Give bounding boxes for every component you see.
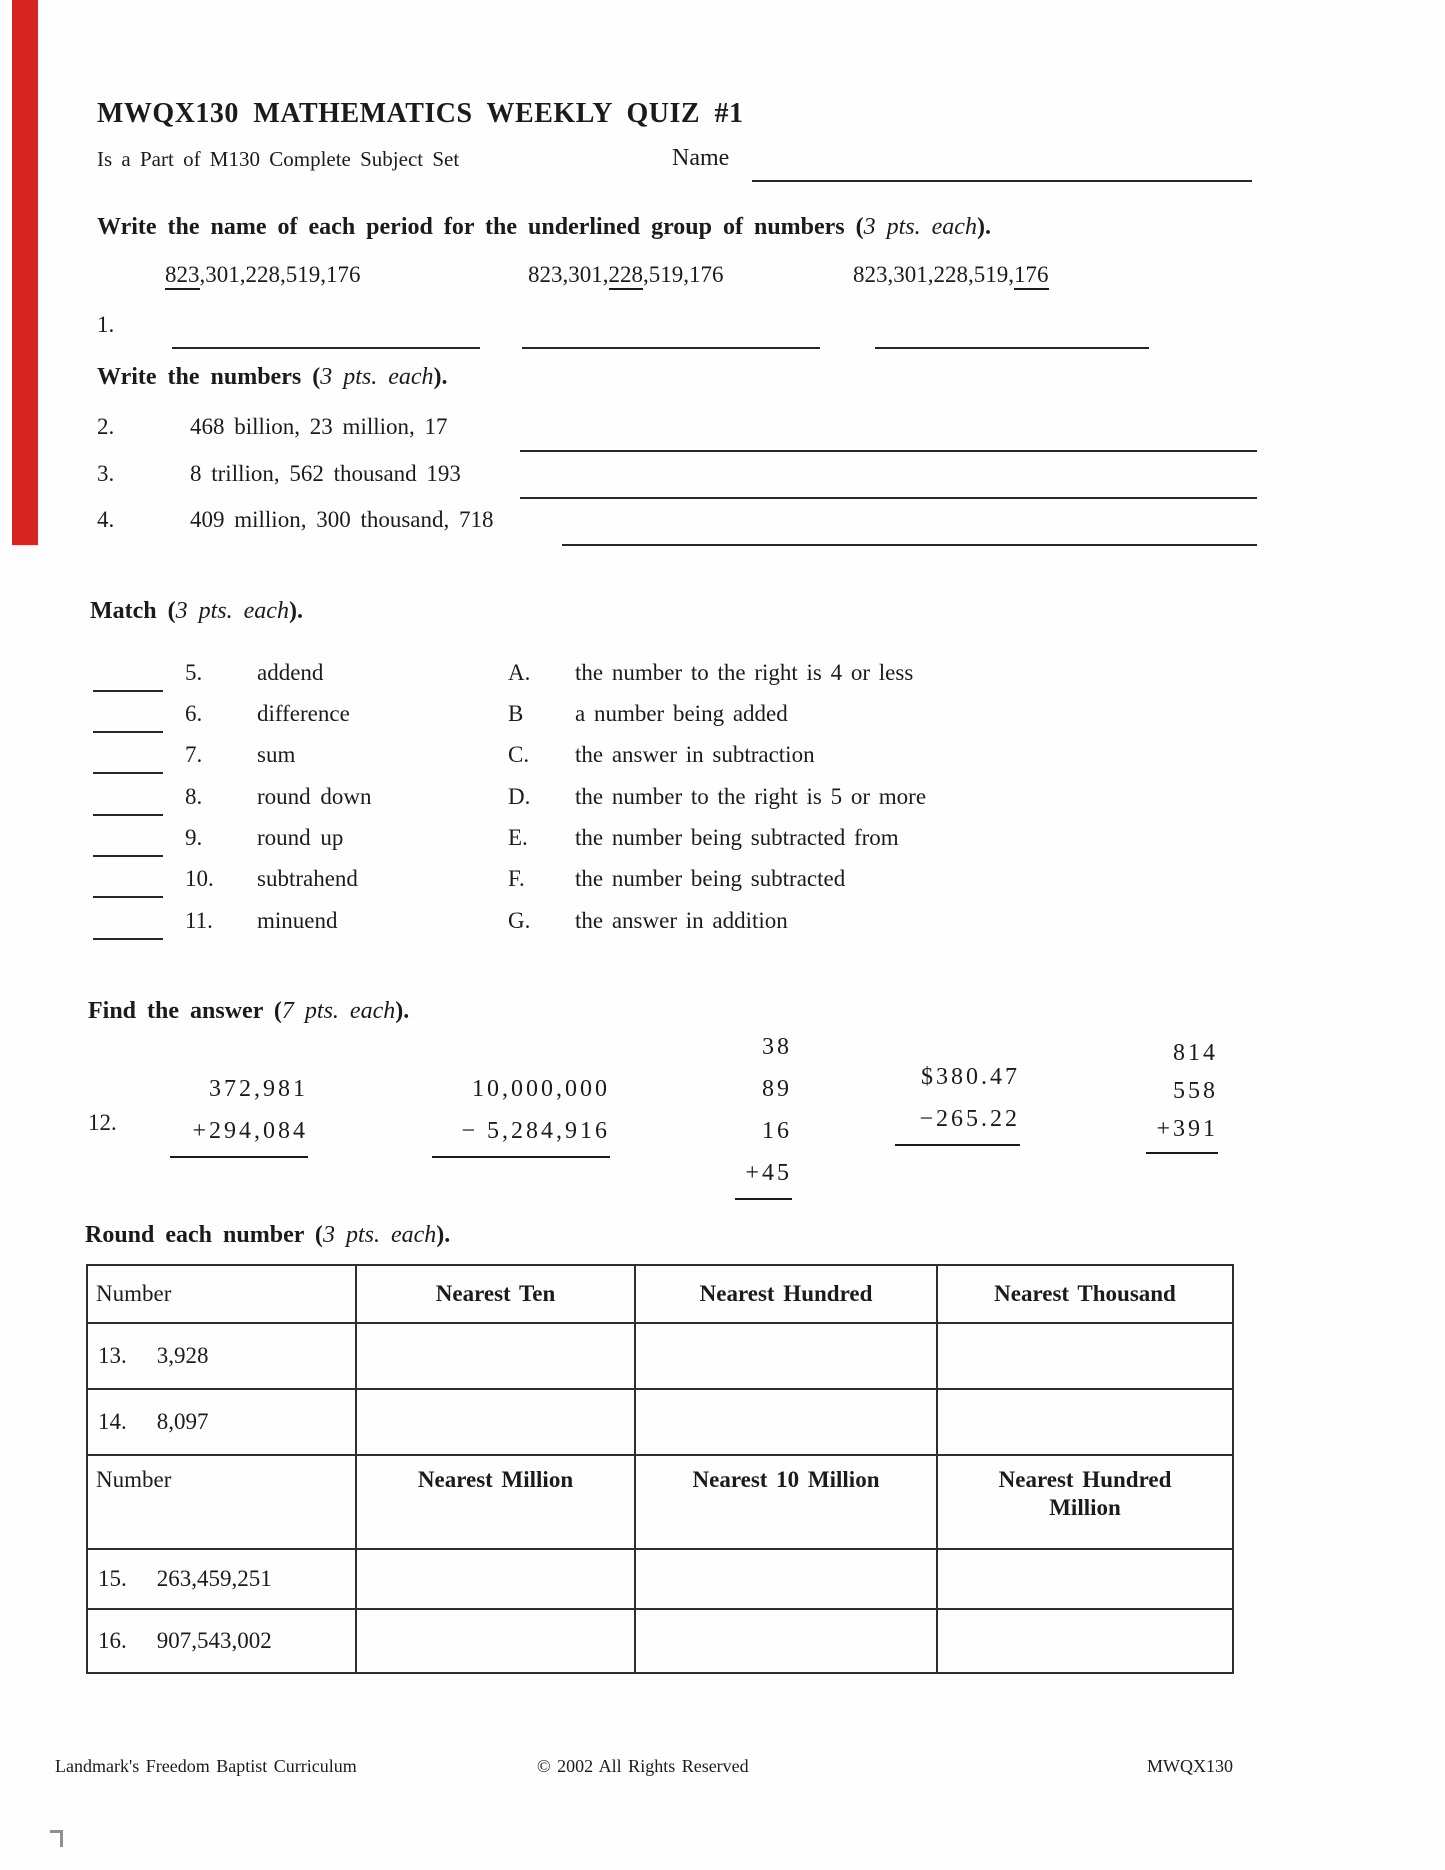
- heading-points: 7 pts. each: [281, 998, 396, 1024]
- table-cell: [87, 1549, 356, 1609]
- match-blank[interactable]: [93, 790, 163, 816]
- table-row: [87, 1389, 1233, 1455]
- option-text: the answer in subtraction: [575, 742, 815, 767]
- option-text: the answer in addition: [575, 908, 788, 933]
- sum-line: [432, 1152, 610, 1158]
- group-text: ,519,176: [643, 262, 724, 287]
- answer-blank[interactable]: [172, 320, 480, 349]
- group-text: ,301,228,519,176: [199, 262, 361, 287]
- heading-points: 3 pts. each: [322, 1222, 437, 1248]
- name-label: Name: [672, 145, 730, 171]
- match-blank[interactable]: [93, 707, 163, 733]
- heading-text: ).: [395, 998, 410, 1024]
- operand: 372,981: [209, 1076, 308, 1102]
- question-number: 3.: [97, 461, 115, 486]
- answer-cell[interactable]: [635, 1549, 937, 1609]
- question-number: 4.: [97, 507, 115, 532]
- match-term: sum: [257, 742, 296, 767]
- answer-blank[interactable]: [522, 320, 820, 349]
- quiz-title: MWQX130 MATHEMATICS WEEKLY QUIZ #1: [97, 98, 744, 129]
- operand: −265.22: [919, 1106, 1020, 1132]
- match-term: difference: [257, 701, 350, 726]
- answer-cell[interactable]: [635, 1323, 937, 1389]
- footer-copyright: © 2002 All Rights Reserved: [537, 1756, 749, 1776]
- round-heading: [85, 1222, 450, 1249]
- number-group-3: [853, 262, 1049, 288]
- match-number: 8.: [185, 784, 203, 809]
- option-letter: E.: [508, 825, 528, 850]
- operand: +294,084: [192, 1118, 308, 1144]
- group-text: 823,301,228,519,: [853, 262, 1014, 287]
- option-letter: D.: [508, 784, 531, 809]
- match-heading: [90, 598, 303, 625]
- option-text: the number being subtracted from: [575, 825, 899, 850]
- operand: 89: [762, 1076, 792, 1102]
- match-number: 11.: [185, 908, 213, 933]
- question-number: 14.: [98, 1409, 127, 1434]
- option-letter: G.: [508, 908, 531, 933]
- question-number: 12.: [88, 1110, 117, 1135]
- option-text: a number being added: [575, 701, 788, 726]
- match-term: addend: [257, 660, 324, 685]
- question-text: 468 billion, 23 million, 17: [190, 414, 448, 439]
- answer-cell[interactable]: [356, 1323, 635, 1389]
- heading-points: 3 pts. each: [320, 364, 434, 390]
- answer-cell[interactable]: [635, 1389, 937, 1455]
- option-letter: B: [508, 701, 524, 726]
- answer-cell[interactable]: [937, 1549, 1233, 1609]
- match-number: 5.: [185, 660, 203, 685]
- subtraction-problem-2: [895, 1056, 1020, 1146]
- table-row: [87, 1609, 1233, 1673]
- sum-line: [735, 1194, 792, 1200]
- quiz-subtitle: Is a Part of M130 Complete Subject Set: [97, 147, 460, 171]
- match-term: minuend: [257, 908, 338, 933]
- operand: 558: [1173, 1078, 1218, 1104]
- periods-heading: [97, 214, 991, 241]
- footer-code: MWQX130: [1147, 1756, 1233, 1776]
- operand: $380.47: [921, 1064, 1020, 1090]
- heading-text: Find the answer (: [88, 998, 282, 1024]
- answer-blank[interactable]: [520, 424, 1257, 452]
- question-number: 16.: [98, 1628, 127, 1653]
- table-header-cell: Nearest Hundred Million: [937, 1455, 1233, 1549]
- heading-text: Round each number (: [85, 1222, 323, 1248]
- match-number: 10.: [185, 866, 214, 891]
- answer-cell[interactable]: [937, 1609, 1233, 1673]
- sum-line: [895, 1140, 1020, 1146]
- heading-text: Write the name of each period for the underlined group of numbers (: [97, 214, 864, 240]
- answer-cell[interactable]: [937, 1323, 1233, 1389]
- heading-text: ).: [436, 1222, 451, 1248]
- write-numbers-heading: [97, 364, 448, 391]
- question-number: 1.: [97, 312, 115, 337]
- number-value: 907,543,002: [156, 1628, 272, 1653]
- sum-line: [1146, 1148, 1218, 1154]
- match-term: round up: [257, 825, 344, 850]
- answer-cell[interactable]: [356, 1549, 635, 1609]
- heading-points: 3 pts. each: [175, 598, 289, 624]
- option-letter: C.: [508, 742, 530, 767]
- heading-text: ).: [288, 598, 303, 624]
- round-table: [86, 1264, 1234, 1674]
- match-number: 9.: [185, 825, 203, 850]
- table-header-cell: Number: [87, 1265, 356, 1323]
- answer-cell[interactable]: [635, 1609, 937, 1673]
- addition-problem-2: [735, 1026, 792, 1200]
- question-number: 13.: [98, 1343, 127, 1368]
- operand: 16: [762, 1118, 792, 1144]
- underlined-period: 228: [609, 262, 644, 290]
- answer-blank[interactable]: [562, 518, 1257, 546]
- heading-text: Write the numbers (: [97, 364, 321, 390]
- table-header-cell: Nearest Thousand: [937, 1265, 1233, 1323]
- sum-line: [170, 1152, 308, 1158]
- table-cell: [87, 1609, 356, 1673]
- option-letter: F.: [508, 866, 525, 891]
- table-header-cell: Nearest Hundred: [635, 1265, 937, 1323]
- table-header-row: [87, 1455, 1233, 1549]
- heading-text: ).: [433, 364, 448, 390]
- operand: +45: [745, 1160, 792, 1186]
- addition-problem-1: [170, 1068, 308, 1158]
- subtraction-problem-1: [432, 1068, 610, 1158]
- option-text: the number to the right is 4 or less: [575, 660, 914, 685]
- match-number: 7.: [185, 742, 203, 767]
- operand: 38: [762, 1034, 792, 1060]
- match-blank[interactable]: [93, 872, 163, 898]
- match-blank[interactable]: [93, 914, 163, 940]
- question-text: 409 million, 300 thousand, 718: [190, 507, 494, 532]
- underlined-period: 823: [165, 262, 200, 290]
- option-text: the number to the right is 5 or more: [575, 784, 927, 809]
- scan-artifact: [50, 1830, 63, 1847]
- answer-blank[interactable]: [520, 471, 1257, 499]
- answer-blank[interactable]: [875, 320, 1149, 349]
- heading-points: 3 pts. each: [863, 214, 977, 240]
- match-term: round down: [257, 784, 372, 809]
- answer-cell[interactable]: [356, 1389, 635, 1455]
- table-header-row: [87, 1265, 1233, 1323]
- table-header-cell: Nearest Ten: [356, 1265, 635, 1323]
- red-margin-stripe: [12, 0, 38, 545]
- table-cell: [87, 1323, 356, 1389]
- operand: +391: [1156, 1116, 1218, 1142]
- table-row: [87, 1323, 1233, 1389]
- number-value: 3,928: [156, 1343, 209, 1368]
- table-cell: [87, 1389, 356, 1455]
- match-blank[interactable]: [93, 748, 163, 774]
- number-value: 263,459,251: [156, 1566, 272, 1591]
- addition-problem-3: [1146, 1034, 1218, 1154]
- footer-publisher: Landmark's Freedom Baptist Curriculum: [55, 1756, 357, 1776]
- match-blank[interactable]: [93, 666, 163, 692]
- answer-cell[interactable]: [356, 1609, 635, 1673]
- operand: − 5,284,916: [461, 1118, 610, 1144]
- group-text: 823,301,: [528, 262, 609, 287]
- operand: 814: [1173, 1040, 1218, 1066]
- operand: 10,000,000: [472, 1076, 610, 1102]
- underlined-period: 176: [1014, 262, 1049, 290]
- question-text: 8 trillion, 562 thousand 193: [190, 461, 461, 486]
- match-term: subtrahend: [257, 866, 358, 891]
- option-text: the number being subtracted: [575, 866, 846, 891]
- table-header-cell: Nearest 10 Million: [635, 1455, 937, 1549]
- table-row: [87, 1549, 1233, 1609]
- answer-cell[interactable]: [937, 1389, 1233, 1455]
- match-number: 6.: [185, 701, 203, 726]
- number-group-2: [528, 262, 724, 288]
- name-line[interactable]: [752, 152, 1252, 182]
- table-header-cell: Nearest Million: [356, 1455, 635, 1549]
- match-blank[interactable]: [93, 831, 163, 857]
- table-header-cell: Number: [87, 1455, 356, 1549]
- number-group-1: [165, 262, 361, 288]
- option-letter: A.: [508, 660, 531, 685]
- heading-text: ).: [976, 214, 991, 240]
- find-answer-heading: [88, 998, 409, 1025]
- question-number: 2.: [97, 414, 115, 439]
- question-number: 15.: [98, 1566, 127, 1591]
- number-value: 8,097: [156, 1409, 209, 1434]
- heading-text: Match (: [90, 598, 176, 624]
